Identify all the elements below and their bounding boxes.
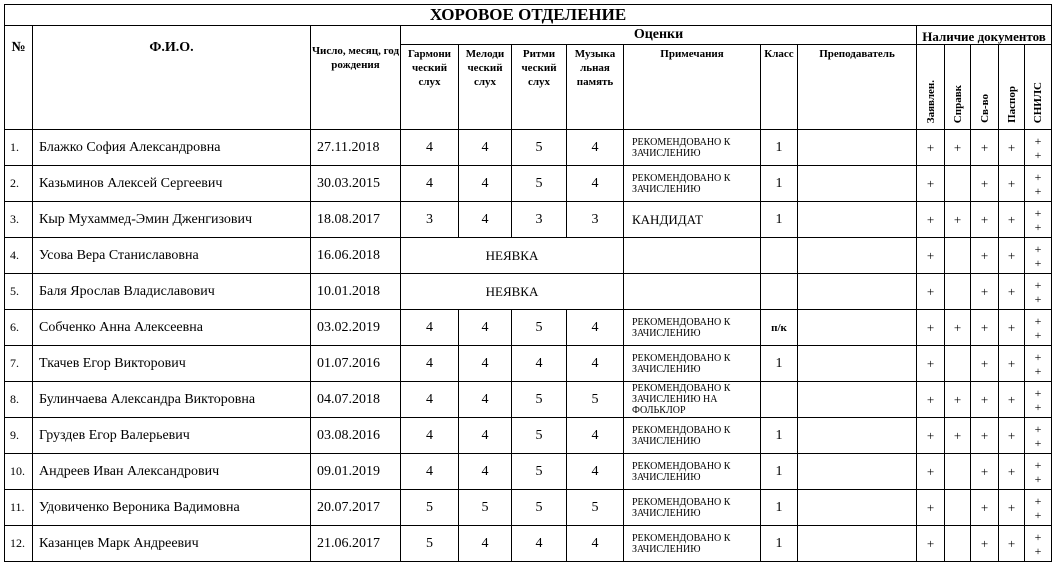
student-name: Ткачев Егор Викторович <box>33 346 311 382</box>
class-cell: 1 <box>761 418 798 454</box>
grade-rhythmic: 5 <box>512 418 567 454</box>
snils-plus-1: + <box>1034 421 1042 436</box>
class-cell: 1 <box>761 202 798 238</box>
notes-cell: РЕКОМЕНДОВАНО К ЗАЧИСЛЕНИЮ <box>624 418 761 454</box>
grade-harmonic: 4 <box>401 310 459 346</box>
grade-memory: 4 <box>567 346 624 382</box>
teacher-cell <box>798 346 917 382</box>
header-date-of-birth: Число, месяц, год рождения <box>311 26 401 130</box>
row-number: 9. <box>5 418 33 454</box>
table-row <box>5 166 1052 202</box>
doc-certificate-mark <box>945 274 971 310</box>
notes-cell: РЕКОМЕНДОВАНО К ЗАЧИСЛЕНИЮ <box>624 490 761 526</box>
row-number: 1. <box>5 130 33 166</box>
teacher-cell <box>798 526 917 562</box>
snils-plus-2: + <box>1034 471 1042 486</box>
snils-plus-2: + <box>1034 363 1042 378</box>
grade-memory: 4 <box>567 454 624 490</box>
birth-date: 01.07.2016 <box>311 346 401 382</box>
doc-birth-mark: + <box>971 310 999 346</box>
notes-cell <box>624 274 761 310</box>
notes-cell: РЕКОМЕНДОВАНО К ЗАЧИСЛЕНИЮ <box>624 454 761 490</box>
snils-plus-2: + <box>1034 435 1042 450</box>
header-documents: Наличие документов <box>917 26 1052 45</box>
snils-plus-1: + <box>1034 529 1042 544</box>
teacher-cell <box>798 274 917 310</box>
table-row <box>5 418 1052 454</box>
doc-birth-mark: + <box>971 202 999 238</box>
doc-snils-mark <box>1025 418 1052 454</box>
doc-snils-mark <box>1025 346 1052 382</box>
grade-melodic: 4 <box>459 526 512 562</box>
student-name: Казьминов Алексей Сергеевич <box>33 166 311 202</box>
teacher-cell <box>798 454 917 490</box>
table-row <box>5 238 1052 274</box>
snils-plus-1: + <box>1034 493 1042 508</box>
doc-certificate-mark: + <box>945 418 971 454</box>
row-number: 7. <box>5 346 33 382</box>
snils-plus-2: + <box>1034 255 1042 270</box>
doc-application-mark: + <box>917 238 945 274</box>
student-name: Груздев Егор Валерьевич <box>33 418 311 454</box>
birth-date: 21.06.2017 <box>311 526 401 562</box>
table-row <box>5 382 1052 418</box>
notes-cell: РЕКОМЕНДОВАНО К ЗАЧИСЛЕНИЮ <box>624 526 761 562</box>
grade-memory: 4 <box>567 526 624 562</box>
grade-harmonic: 4 <box>401 346 459 382</box>
snils-plus-2: + <box>1034 327 1042 342</box>
doc-passport-mark: + <box>999 166 1025 202</box>
row-number: 3. <box>5 202 33 238</box>
class-cell: 1 <box>761 526 798 562</box>
snils-plus-1: + <box>1034 277 1042 292</box>
notes-cell: РЕКОМЕНДОВАНО К ЗАЧИСЛЕНИЮ <box>624 166 761 202</box>
birth-date: 20.07.2017 <box>311 490 401 526</box>
doc-birth-mark: + <box>971 454 999 490</box>
doc-certificate-mark <box>945 454 971 490</box>
snils-plus-1: + <box>1034 133 1042 148</box>
grade-melodic: 4 <box>459 166 512 202</box>
student-name: Баля Ярослав Владиславович <box>33 274 311 310</box>
header-doc-birth-label: Св-во <box>978 94 991 123</box>
choir-department-table <box>4 4 1052 562</box>
doc-certificate-mark: + <box>945 382 971 418</box>
doc-snils-mark <box>1025 238 1052 274</box>
teacher-cell <box>798 202 917 238</box>
header-melodic-hearing: Мелоди ческий слух <box>459 45 512 130</box>
grade-harmonic: 5 <box>401 490 459 526</box>
notes-cell: РЕКОМЕНДОВАНО К ЗАЧИСЛЕНИЮ <box>624 130 761 166</box>
table-row <box>5 346 1052 382</box>
student-name: Булинчаева Александра Викторовна <box>33 382 311 418</box>
table-row <box>5 274 1052 310</box>
doc-certificate-mark: + <box>945 202 971 238</box>
table-title: ХОРОВОЕ ОТДЕЛЕНИЕ <box>5 5 1052 26</box>
doc-application-mark: + <box>917 346 945 382</box>
notes-cell: РЕКОМЕНДОВАНО К ЗАЧИСЛЕНИЮ <box>624 346 761 382</box>
doc-snils-mark <box>1025 526 1052 562</box>
doc-snils-mark <box>1025 130 1052 166</box>
header-doc-snils-label: СНИЛС <box>1032 81 1045 123</box>
birth-date: 03.08.2016 <box>311 418 401 454</box>
doc-application-mark: + <box>917 274 945 310</box>
grade-memory: 4 <box>567 418 624 454</box>
snils-plus-1: + <box>1034 349 1042 364</box>
student-name: Андреев Иван Александрович <box>33 454 311 490</box>
header-teacher: Преподаватель <box>798 45 917 130</box>
class-cell: 1 <box>761 130 798 166</box>
grade-rhythmic: 5 <box>512 166 567 202</box>
snils-plus-1: + <box>1034 457 1042 472</box>
doc-snils-mark <box>1025 454 1052 490</box>
doc-certificate-mark <box>945 526 971 562</box>
grade-harmonic: 4 <box>401 418 459 454</box>
birth-date: 27.11.2018 <box>311 130 401 166</box>
table-row <box>5 526 1052 562</box>
header-class: Класс <box>761 45 798 130</box>
grade-melodic: 4 <box>459 202 512 238</box>
snils-plus-1: + <box>1034 205 1042 220</box>
student-name: Усова Вера Станиславовна <box>33 238 311 274</box>
grade-melodic: 5 <box>459 490 512 526</box>
row-number: 6. <box>5 310 33 346</box>
class-cell: п/к <box>761 310 798 346</box>
table-row <box>5 310 1052 346</box>
teacher-cell <box>798 382 917 418</box>
class-cell: 1 <box>761 166 798 202</box>
doc-passport-mark: + <box>999 490 1025 526</box>
doc-passport-mark: + <box>999 382 1025 418</box>
doc-passport-mark: + <box>999 130 1025 166</box>
row-number: 12. <box>5 526 33 562</box>
grade-melodic: 4 <box>459 382 512 418</box>
doc-application-mark: + <box>917 130 945 166</box>
header-rhythmic-hearing: Ритми ческий слух <box>512 45 567 130</box>
row-number: 10. <box>5 454 33 490</box>
teacher-cell <box>798 490 917 526</box>
teacher-cell <box>798 418 917 454</box>
birth-date: 18.08.2017 <box>311 202 401 238</box>
grade-memory: 3 <box>567 202 624 238</box>
snils-plus-2: + <box>1034 219 1042 234</box>
header-notes: Примечания <box>624 45 761 130</box>
doc-birth-mark: + <box>971 382 999 418</box>
header-number: № <box>5 26 33 130</box>
class-cell <box>761 238 798 274</box>
table-row <box>5 202 1052 238</box>
doc-birth-mark: + <box>971 346 999 382</box>
doc-birth-mark: + <box>971 274 999 310</box>
doc-passport-mark: + <box>999 274 1025 310</box>
row-number: 5. <box>5 274 33 310</box>
class-cell <box>761 382 798 418</box>
class-cell: 1 <box>761 490 798 526</box>
grade-melodic: 4 <box>459 130 512 166</box>
student-name: Удовиченко Вероника Вадимовна <box>33 490 311 526</box>
student-name: Блажко София Александровна <box>33 130 311 166</box>
header-musical-memory: Музыка льная память <box>567 45 624 130</box>
doc-certificate-mark <box>945 346 971 382</box>
doc-snils-mark <box>1025 274 1052 310</box>
birth-date: 09.01.2019 <box>311 454 401 490</box>
grade-rhythmic: 4 <box>512 526 567 562</box>
doc-certificate-mark <box>945 490 971 526</box>
table-row <box>5 130 1052 166</box>
row-number: 11. <box>5 490 33 526</box>
class-cell: 1 <box>761 454 798 490</box>
doc-snils-mark <box>1025 382 1052 418</box>
snils-plus-2: + <box>1034 507 1042 522</box>
doc-application-mark: + <box>917 454 945 490</box>
doc-application-mark: + <box>917 526 945 562</box>
snils-plus-2: + <box>1034 399 1042 414</box>
snils-plus-1: + <box>1034 313 1042 328</box>
snils-plus-2: + <box>1034 147 1042 162</box>
doc-snils-mark <box>1025 202 1052 238</box>
snils-plus-2: + <box>1034 291 1042 306</box>
header-full-name: Ф.И.О. <box>33 26 311 130</box>
doc-passport-mark: + <box>999 454 1025 490</box>
doc-application-mark: + <box>917 382 945 418</box>
row-number: 4. <box>5 238 33 274</box>
birth-date: 16.06.2018 <box>311 238 401 274</box>
doc-birth-mark: + <box>971 418 999 454</box>
teacher-cell <box>798 166 917 202</box>
snils-plus-1: + <box>1034 169 1042 184</box>
notes-cell: РЕКОМЕНДОВАНО К ЗАЧИСЛЕНИЮ <box>624 310 761 346</box>
notes-cell: КАНДИДАТ <box>624 202 761 238</box>
table-row <box>5 490 1052 526</box>
doc-application-mark: + <box>917 166 945 202</box>
student-name: Казанцев Марк Андреевич <box>33 526 311 562</box>
grade-melodic: 4 <box>459 310 512 346</box>
doc-application-mark: + <box>917 310 945 346</box>
doc-certificate-mark <box>945 238 971 274</box>
birth-date: 04.07.2018 <box>311 382 401 418</box>
absence-mark: НЕЯВКА <box>401 274 624 310</box>
header-doc-certificate-label: Справк <box>951 84 964 123</box>
header-doc-application <box>917 45 945 130</box>
doc-certificate-mark: + <box>945 310 971 346</box>
snils-plus-1: + <box>1034 241 1042 256</box>
row-number: 2. <box>5 166 33 202</box>
grade-harmonic: 4 <box>401 454 459 490</box>
birth-date: 30.03.2015 <box>311 166 401 202</box>
class-cell <box>761 274 798 310</box>
header-doc-passport <box>999 45 1025 130</box>
class-cell: 1 <box>761 346 798 382</box>
header-harmonic-hearing: Гармони ческий слух <box>401 45 459 130</box>
notes-cell <box>624 238 761 274</box>
grade-rhythmic: 5 <box>512 454 567 490</box>
grade-memory: 4 <box>567 130 624 166</box>
teacher-cell <box>798 238 917 274</box>
doc-application-mark: + <box>917 490 945 526</box>
header-doc-birth-certificate <box>971 45 999 130</box>
grade-memory: 5 <box>567 382 624 418</box>
doc-birth-mark: + <box>971 238 999 274</box>
header-doc-snils <box>1025 45 1052 130</box>
doc-birth-mark: + <box>971 490 999 526</box>
snils-plus-1: + <box>1034 385 1042 400</box>
grade-rhythmic: 4 <box>512 346 567 382</box>
birth-date: 03.02.2019 <box>311 310 401 346</box>
doc-passport-mark: + <box>999 346 1025 382</box>
doc-application-mark: + <box>917 202 945 238</box>
snils-plus-2: + <box>1034 543 1042 558</box>
doc-birth-mark: + <box>971 166 999 202</box>
doc-certificate-mark <box>945 166 971 202</box>
absence-mark: НЕЯВКА <box>401 238 624 274</box>
grade-harmonic: 3 <box>401 202 459 238</box>
grade-melodic: 4 <box>459 346 512 382</box>
student-name: Кыр Мухаммед-Эмин Дженгизович <box>33 202 311 238</box>
header-doc-certificate <box>945 45 971 130</box>
grade-rhythmic: 5 <box>512 490 567 526</box>
doc-snils-mark <box>1025 310 1052 346</box>
teacher-cell <box>798 130 917 166</box>
grade-rhythmic: 5 <box>512 382 567 418</box>
grade-memory: 5 <box>567 490 624 526</box>
header-grades: Оценки <box>401 26 917 45</box>
grade-melodic: 4 <box>459 418 512 454</box>
grade-rhythmic: 5 <box>512 310 567 346</box>
grade-rhythmic: 3 <box>512 202 567 238</box>
grade-memory: 4 <box>567 166 624 202</box>
doc-certificate-mark: + <box>945 130 971 166</box>
student-name: Собченко Анна Алексеевна <box>33 310 311 346</box>
doc-passport-mark: + <box>999 202 1025 238</box>
table-body <box>5 130 1052 562</box>
grade-harmonic: 4 <box>401 166 459 202</box>
doc-passport-mark: + <box>999 310 1025 346</box>
doc-passport-mark: + <box>999 418 1025 454</box>
snils-plus-2: + <box>1034 183 1042 198</box>
row-number: 8. <box>5 382 33 418</box>
header-doc-passport-label: Паспор <box>1005 86 1018 123</box>
doc-passport-mark: + <box>999 526 1025 562</box>
birth-date: 10.01.2018 <box>311 274 401 310</box>
grade-harmonic: 4 <box>401 130 459 166</box>
doc-snils-mark <box>1025 490 1052 526</box>
grade-memory: 4 <box>567 310 624 346</box>
grade-rhythmic: 5 <box>512 130 567 166</box>
grade-melodic: 4 <box>459 454 512 490</box>
doc-application-mark: + <box>917 418 945 454</box>
doc-snils-mark <box>1025 166 1052 202</box>
header-doc-application-label: Заявлен. <box>924 79 937 123</box>
doc-passport-mark: + <box>999 238 1025 274</box>
doc-birth-mark: + <box>971 130 999 166</box>
grade-harmonic: 4 <box>401 382 459 418</box>
teacher-cell <box>798 310 917 346</box>
notes-cell: РЕКОМЕНДОВАНО К ЗАЧИСЛЕНИЮ НА ФОЛЬКЛОР <box>624 382 761 418</box>
table-row <box>5 454 1052 490</box>
grade-harmonic: 5 <box>401 526 459 562</box>
doc-birth-mark: + <box>971 526 999 562</box>
